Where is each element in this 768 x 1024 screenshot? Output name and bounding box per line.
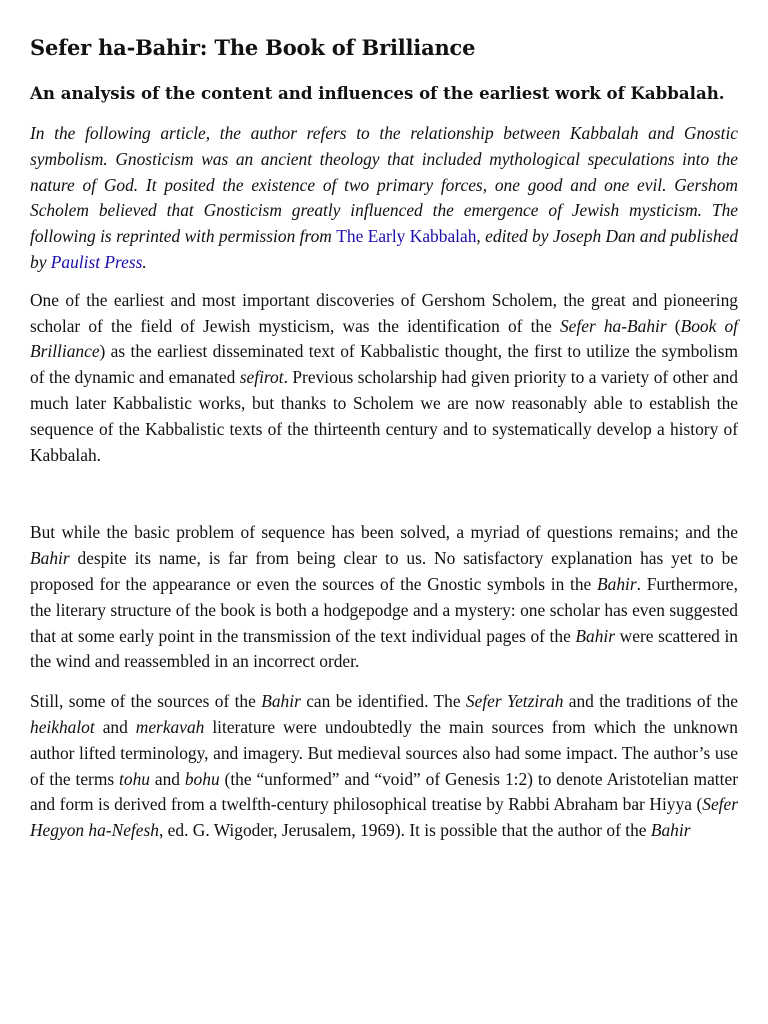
body-paragraph-1 [30,288,738,469]
italic-term: Bahir [575,625,616,646]
italic-term: Sefer Yetzirah [465,691,564,712]
italic-term: Book of Brilliance [30,315,738,362]
text-run: can be identified. The [300,691,466,712]
text-run: and [149,768,185,789]
italic-term: Sefer ha-Bahir [559,315,667,336]
text-run: Still, some of the sources of the [30,691,262,712]
italic-term: sefirot [239,367,284,388]
italic-term: Bahir [261,691,301,712]
italic-term: Bahir [597,573,637,594]
text-run: ( [666,315,681,336]
article-subtitle: An analysis of the content and influences of the earliest work of Kabbalah. [30,83,725,103]
intro-text: , edited by Joseph Dan and published by [30,226,739,272]
text-run: (the “unformed” and “void” of Genesis 1:2) to denote Aristotelian matter and form is derived from a twelfth-century philosophical treatise by Rabbi Abraham bar Hiyya ( [30,768,738,815]
text-run: literature were undoubtedly the main sources from which the unknown author lifted terminology, and imagery. But medieval sources also had some impact. The author’s use of the terms [30,716,738,789]
italic-term: bohu [184,768,220,789]
text-run: , ed. G. Wigoder, Jerusalem, 1969). It is possible that the author of the [158,820,651,841]
body-paragraph-3 [30,689,738,844]
intro-text: . [142,251,147,272]
text-run: . Previous scholarship had given priority to a variety of other and much later Kabbalistic works, but thanks to Scholem we are now reasonably able to establish the sequence of the Kabbalistic texts of the thirteenth century and to systematically develop a history of Kabbalah. [30,367,739,465]
italic-term: Bahir [30,548,70,569]
text-run: and [94,716,136,737]
italic-term: Sefer Hegyon ha-Nefesh [30,794,738,841]
italic-term: tohu [119,768,150,789]
body-paragraph-2 [30,520,738,675]
paulist-press-link[interactable]: Paulist Press [50,251,143,272]
intro-text: In the following article, the author refers to the relationship between Kabbalah and Gnostic symbolism. Gnosticism was an ancient theology that included mythological speculations into the nature of God. It posited the existence of two primary forces, one good and one evil. Gershom Scholem believed that Gnosticism greatly influenced the emergence of Jewish mysticism. The following is reprinted with permission from [30,123,738,247]
text-run: One of the earliest and most important discoveries of Gershom Scholem, the great and pioneering scholar of the field of Jewish mysticism, was the identification of the [30,289,738,336]
italic-term: merkavah [135,716,205,737]
text-run: and the traditions of the [563,691,738,712]
text-run: ) as the earliest disseminated text of Kabbalistic thought, the first to utilize the symbolism of the dynamic and emanated [30,341,738,388]
text-run: . Furthermore, the literary structure of the book is both a hodgepodge and a mystery: one scholar has even suggested that at some early point in the transmission of the text individual pages of the [30,573,738,646]
text-run: were scattered in the wind and reassembled in an incorrect order. [30,625,738,672]
italic-term: Bahir [650,820,691,841]
text-run: despite its name, is far from being clear to us. No satisfactory explanation has yet to be proposed for the appearance or even the sources of the Gnostic symbols in the [30,548,738,594]
intro-paragraph [30,121,738,276]
early-kabbalah-link[interactable]: The Early Kabbalah [336,226,477,247]
article-title: Sefer ha-Bahir: The Book of Brilliance [30,35,476,60]
text-run: But while the basic problem of sequence has been solved, a myriad of questions remains; and the [30,522,738,543]
italic-term: heikhalot [30,716,95,737]
